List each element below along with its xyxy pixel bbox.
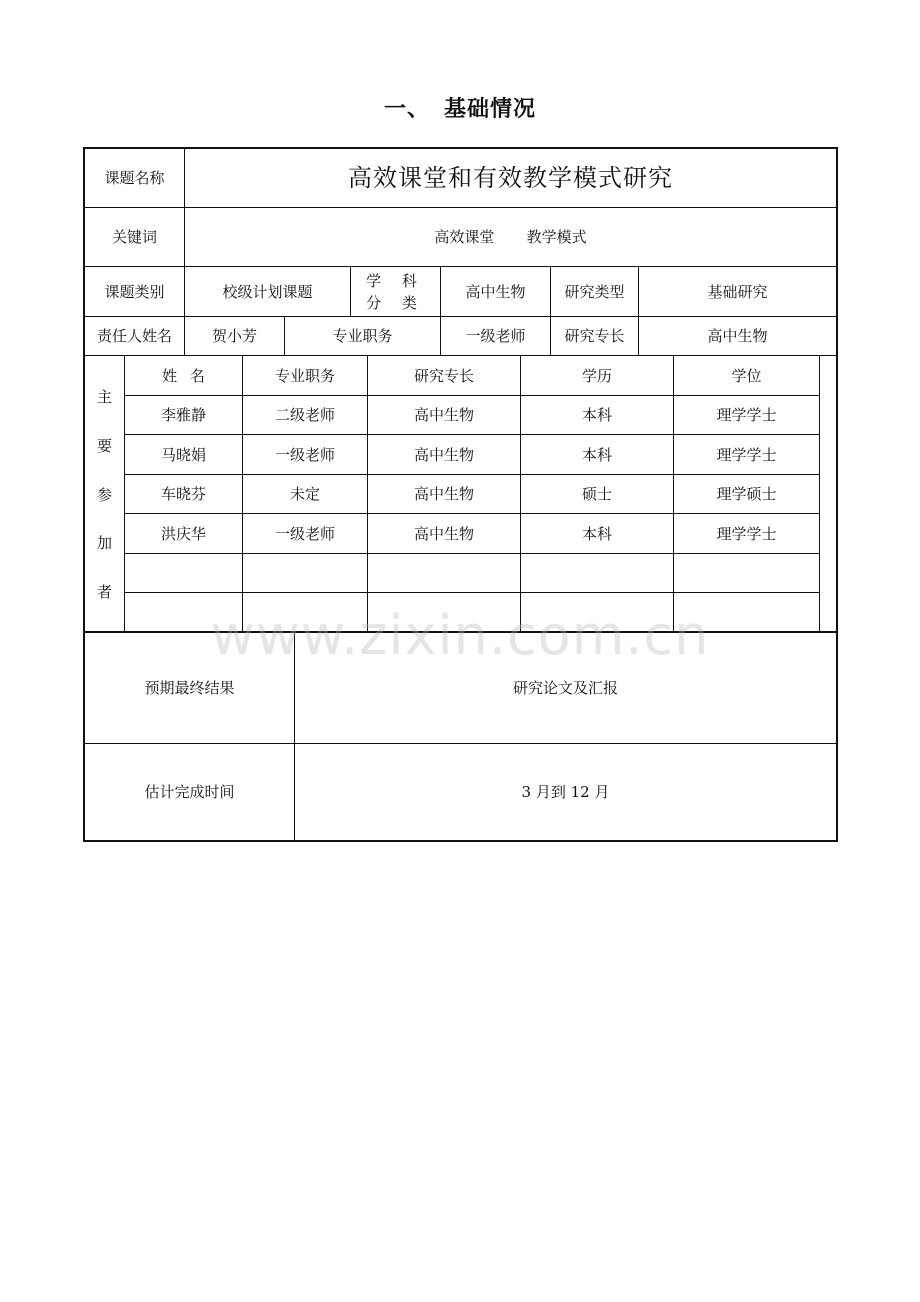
category-label: 课题类别 [104, 282, 165, 301]
participant-education: 本科 [581, 524, 612, 543]
participants-label [85, 386, 124, 602]
participant-education: 本科 [581, 445, 612, 464]
keywords-label: 关键词 [111, 228, 157, 246]
participant-degree: 理学学士 [716, 524, 777, 543]
participants-label-char: 者 [96, 583, 112, 601]
leader-title-value: 一级老师 [465, 327, 526, 345]
leader-label: 责任人姓名 [96, 327, 172, 345]
participant-row-divider [124, 592, 820, 593]
participant-specialty: 高中生物 [413, 406, 474, 424]
time-label: 估计完成时间 [144, 783, 235, 801]
column-header-specialty: 研究专长 [413, 366, 474, 385]
column-header-title: 专业职务 [274, 366, 335, 385]
subject-label-line1: 学 科 [366, 271, 425, 290]
section-title: 基础情况 [444, 97, 537, 122]
column-divider [819, 356, 820, 632]
category-value: 校级计划课题 [222, 282, 313, 301]
participants-label-char: 参 [96, 485, 112, 504]
participant-title: 未定 [289, 485, 320, 503]
research-type-value: 基础研究 [707, 282, 768, 301]
participants-label-char: 要 [96, 436, 112, 455]
leader-name: 贺小芳 [211, 327, 257, 345]
keywords-value: 高效课堂 教学模式 [434, 228, 587, 246]
participant-education: 硕士 [581, 485, 612, 503]
participant-degree: 理学学士 [716, 406, 777, 424]
participants-label-char: 加 [96, 534, 112, 553]
participants-label-char: 主 [96, 388, 112, 406]
participant-title: 一级老师 [274, 524, 335, 543]
participant-name: 马晓娟 [160, 445, 206, 464]
participant-name: 李雅静 [160, 406, 206, 424]
participant-title: 二级老师 [274, 406, 335, 424]
subject-label-line2: 分 类 [366, 293, 425, 312]
column-header-degree: 学位 [731, 366, 762, 385]
participant-specialty: 高中生物 [413, 485, 474, 503]
section-heading [0, 92, 920, 123]
research-type-label: 研究类型 [564, 282, 625, 301]
participant-specialty: 高中生物 [413, 445, 474, 464]
participant-specialty: 高中生物 [413, 524, 474, 543]
leader-specialty-value: 高中生物 [707, 327, 768, 345]
topic-label: 课题名称 [104, 169, 165, 187]
participant-title: 一级老师 [274, 445, 335, 464]
subject-label [351, 267, 440, 316]
participant-row-divider [124, 553, 820, 554]
time-value: 3 月到 12 月 [521, 783, 610, 801]
section-number: 一、 [383, 97, 430, 122]
subject-value: 高中生物 [465, 282, 526, 301]
leader-specialty-label: 研究专长 [564, 327, 625, 345]
result-value: 研究论文及汇报 [512, 679, 618, 697]
column-header-name: 姓 名 [162, 366, 205, 385]
watermark: www.zixin.com.cn [210, 604, 710, 667]
participant-name: 洪庆华 [160, 524, 206, 543]
participant-degree: 理学硕士 [716, 485, 777, 503]
participant-name: 车晓芬 [160, 485, 206, 503]
column-header-education: 学历 [581, 366, 612, 385]
result-label: 预期最终结果 [144, 679, 235, 697]
participant-degree: 理学学士 [716, 445, 777, 464]
topic-value: 高效课堂和有效教学模式研究 [348, 164, 673, 192]
leader-title-label: 专业职务 [332, 327, 393, 345]
participant-education: 本科 [581, 406, 612, 424]
